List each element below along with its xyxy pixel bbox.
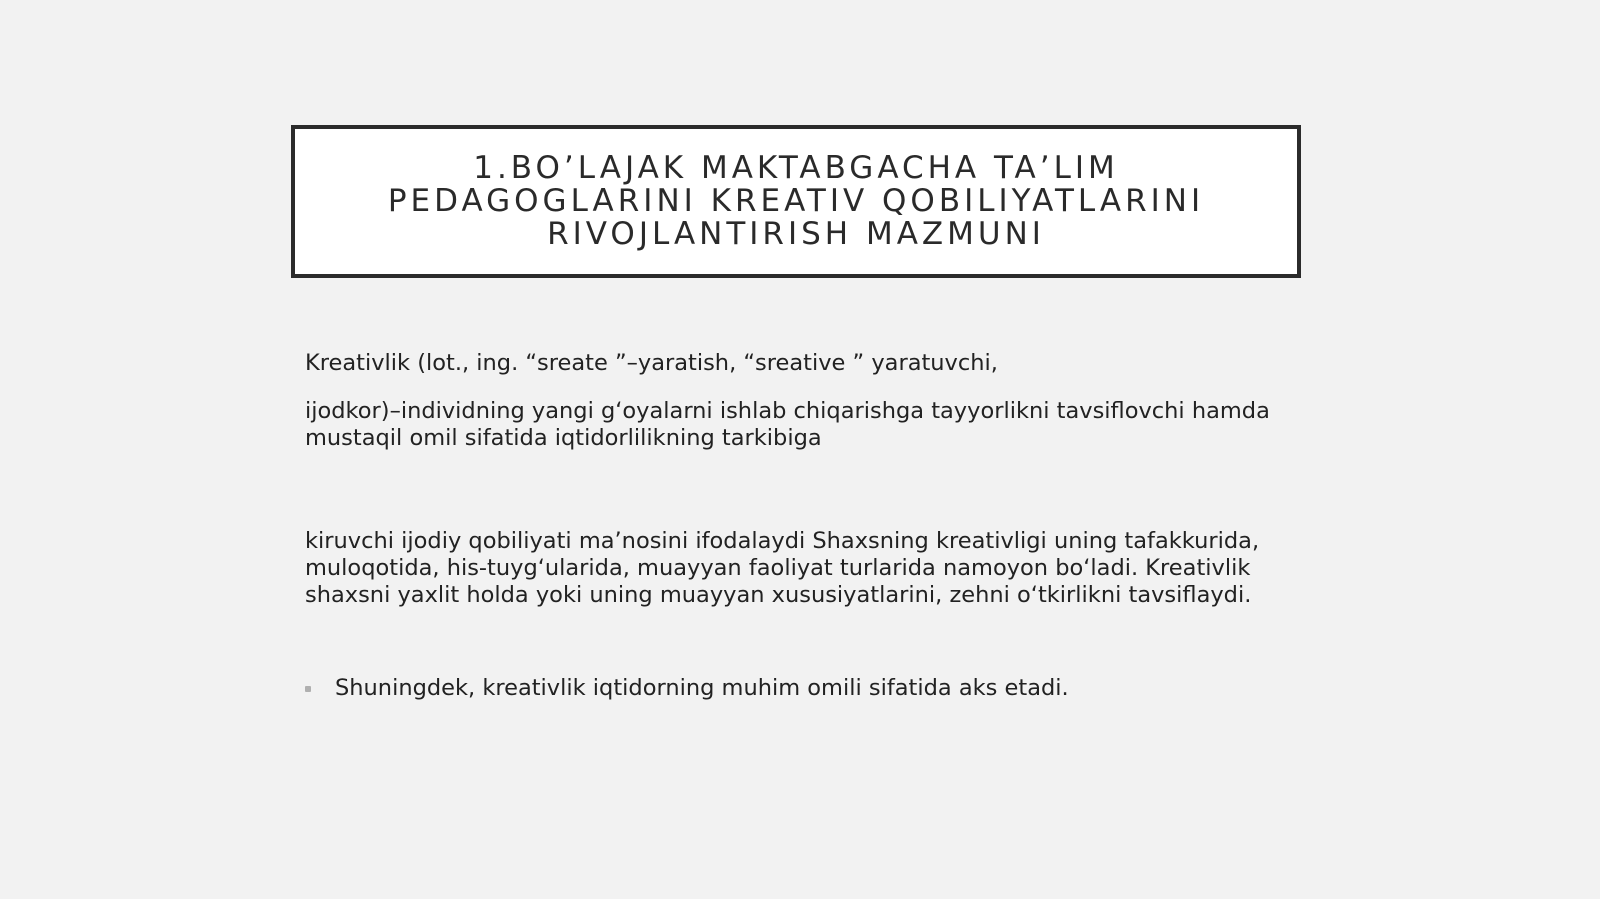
title-box: [291, 125, 1301, 278]
bullet-item: [305, 675, 1305, 702]
paragraph-3: kiruvchi ijodiy qobiliyati ma’nosini ifodalaydi Shaxsning kreativligi uning tafakkurida, muloqotida, his-tuyg‘ularida, muayyan faoliyat turlarida namoyon bo‘ladi. Kreativlik shaxsni yaxlit holda yoki uning muayyan xususiyatlarini, zehni o‘tkirlikni tavsiflaydi.: [305, 528, 1260, 608]
slide-title: 1.BO’LAJAK MAKTABGACHA TA’LIM PEDAGOGLARINI KREATIV QOBILIYATLARINI RIVOJLANTIRISH MAZMUNI: [387, 150, 1205, 252]
bullet-icon: [305, 686, 311, 692]
bullet-text: Shuningdek, kreativlik iqtidorning muhim omili sifatida aks etadi.: [335, 675, 1069, 701]
paragraph-2: ijodkor)–individning yangi g‘oyalarni ishlab chiqarishga tayyorlikni tavsiflovchi hamda mustaqil omil sifatida iqtidorlilikning tarkibiga: [305, 398, 1270, 451]
paragraph-1: Kreativlik (lot., ing. “sreate ”–yaratish, “sreative ” yaratuvchi,: [305, 350, 998, 376]
